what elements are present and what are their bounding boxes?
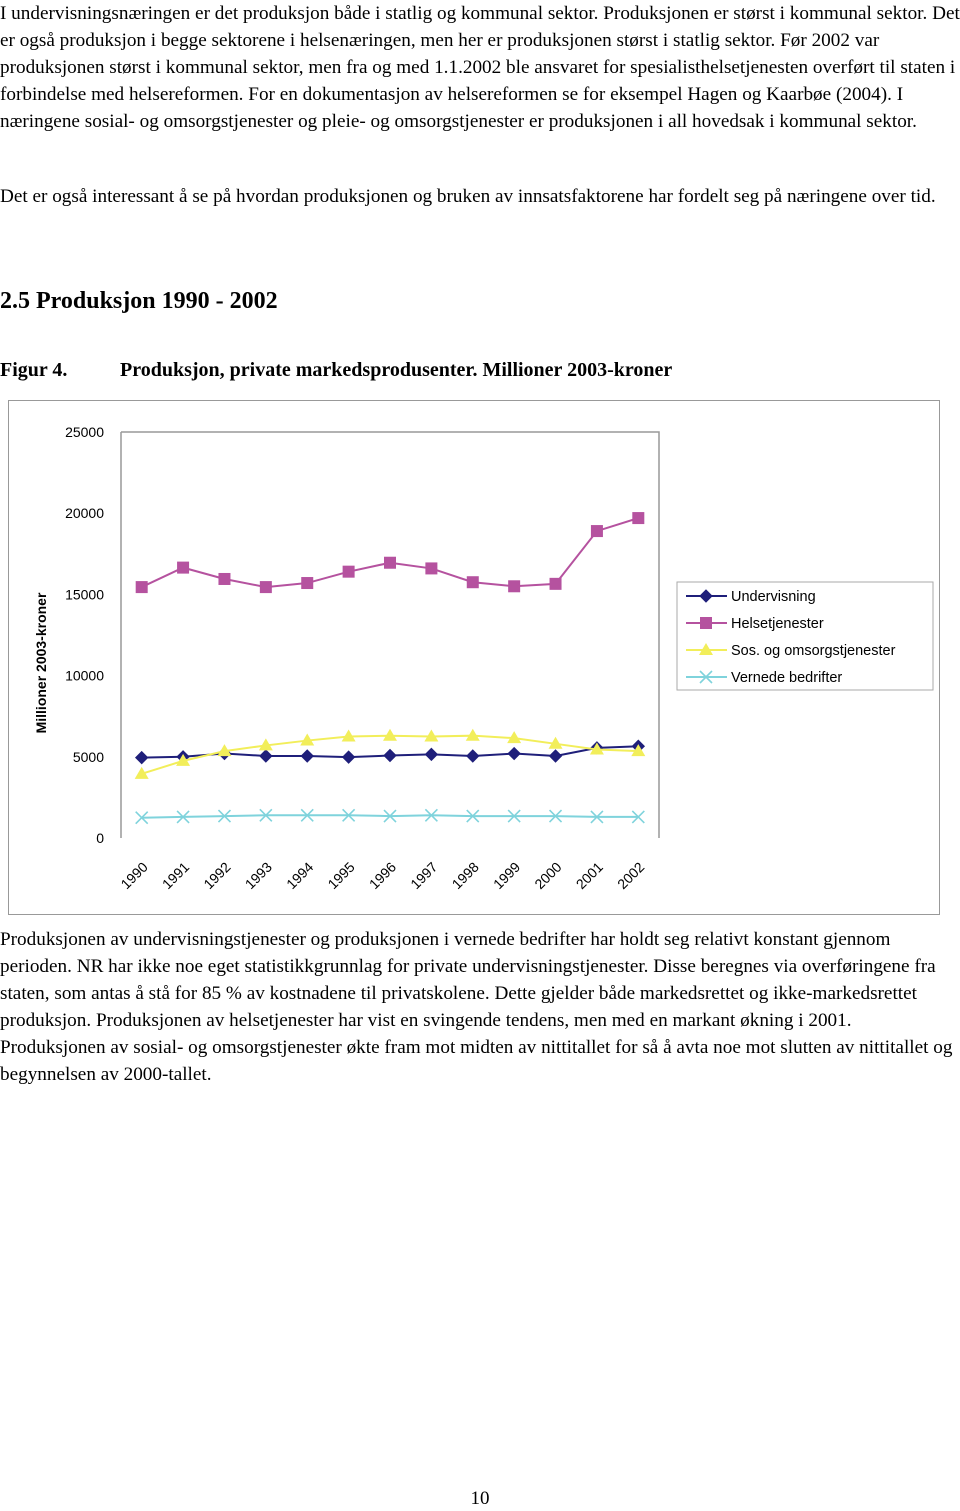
- x-tick-label: 1994: [283, 858, 317, 893]
- body-paragraph-3: Produksjonen av undervisningstjenester og produksjonen i vernede bedrifter har holdt seg relativt konstant gjennom perioden. NR har ikke noe eget statistikkgrunnlag for private undervisningstjenester. Disse beregnes via overføringene fra staten, som antas å stå for 85 % av kostnadene til privatskolene. Dette gjelder både markedsrettet og ikke-markedsrettet produksjon. Produksjonen av helsetjenester har vist en svingende tendens, men med en markant økning i 2001. Produksjonen av sosial- og omsorgstjenester økte fram mot midten av nittitallet for så å avta noe mot slutten av nittitallet og begynnelsen av 2000-tallet.: [0, 929, 953, 1085]
- legend-label-vernede-bedrifter: Vernede bedrifter: [731, 670, 843, 686]
- data-point-helsetjenester: [343, 566, 355, 578]
- x-tick-label: 1999: [489, 858, 524, 893]
- data-point-helsetjenester: [550, 578, 562, 590]
- x-tick-label: 2000: [531, 858, 565, 893]
- plot-area-border: [121, 432, 659, 838]
- data-point-undervisning: [550, 750, 562, 762]
- body-paragraph-1: I undervisningsnæringen er det produksjon både i statlig og kommunal sektor. Produksjonen er størst i kommunal sektor. Det er også produksjon i begge sektorene i helsenæringen, men her er produksjonen størst i statlig sektor. Før 2002 var produksjonen størst i kommunal sektor, men fra og med 1.1.2002 ble ansvaret for spesialisthelsetjenesten overført til staten i forbindelse med helsereformen. For en dokumentasjon av helsereformen se for eksempel Hagen og Kaarbøe (2004). I næringene sosial- og omsorgstjenester og pleie- og omsorgstjenester er produksjonen i all hovedsak i kommunal sektor.: [0, 3, 960, 132]
- data-point-helsetjenester: [384, 557, 396, 569]
- data-point-helsetjenester: [136, 581, 148, 593]
- x-tick-label: 1995: [324, 858, 358, 893]
- data-point-undervisning: [343, 751, 355, 763]
- x-tick-label: 1997: [407, 858, 441, 893]
- x-tick-label: 1990: [117, 858, 151, 893]
- data-point-undervisning: [467, 750, 479, 762]
- y-tick-label: 5000: [72, 748, 104, 765]
- legend-label-helsetjenester: Helsetjenester: [731, 616, 824, 632]
- series-line-helsetjenester: [142, 518, 639, 587]
- legend-label-undervisning: Undervisning: [731, 589, 816, 605]
- y-tick-label: 20000: [65, 505, 104, 522]
- data-point-undervisning: [425, 748, 437, 760]
- x-tick-label: 2002: [614, 858, 648, 893]
- figure-caption: [0, 359, 672, 382]
- data-point-helsetjenester: [218, 573, 230, 585]
- y-axis-title: Millioner 2003-kroner: [33, 592, 49, 734]
- data-point-sos-og-omsorgstjenester: [383, 729, 397, 741]
- legend-label-sos-og-omsorgstjenester: Sos. og omsorgstjenester: [731, 643, 896, 659]
- x-tick-label: 1998: [448, 858, 482, 893]
- y-tick-label: 15000: [65, 586, 104, 603]
- data-point-helsetjenester: [177, 562, 189, 574]
- body-paragraph-2: Det er også interessant å se på hvordan produksjonen og bruken av innsatsfaktorene har fordelt seg på næringene over tid.: [0, 186, 936, 207]
- chart-frame: [8, 400, 940, 915]
- data-point-helsetjenester: [467, 576, 479, 588]
- data-point-helsetjenester: [632, 512, 644, 524]
- legend-swatch-marker-helsetjenester: [700, 617, 712, 629]
- data-point-helsetjenester: [508, 580, 520, 592]
- y-tick-label: 0: [96, 830, 104, 846]
- x-tick-label: 2001: [572, 858, 607, 893]
- y-tick-label: 25000: [65, 424, 104, 440]
- x-tick-label: 1992: [200, 858, 234, 893]
- data-point-undervisning: [260, 750, 272, 762]
- x-tick-label: 1991: [158, 858, 193, 893]
- data-point-undervisning: [508, 748, 520, 760]
- figure-number: Figur 4.: [0, 359, 68, 381]
- data-point-helsetjenester: [591, 525, 603, 537]
- data-point-undervisning: [384, 750, 396, 762]
- x-tick-label: 1996: [365, 858, 400, 893]
- y-tick-label: 10000: [65, 667, 104, 684]
- page-number: 10: [470, 1488, 490, 1509]
- data-point-undervisning: [136, 752, 148, 764]
- data-point-helsetjenester: [301, 577, 313, 589]
- x-tick-label: 1993: [241, 858, 275, 893]
- line-chart: [9, 401, 941, 916]
- section-heading: 2.5 Produksjon 1990 - 2002: [0, 288, 278, 314]
- data-point-helsetjenester: [425, 562, 437, 574]
- data-point-undervisning: [301, 750, 313, 762]
- figure-title: Produksjon, private markedsprodusenter. Millioner 2003-kroner: [120, 359, 673, 381]
- data-point-helsetjenester: [260, 581, 272, 593]
- data-point-sos-og-omsorgstjenester: [466, 729, 480, 741]
